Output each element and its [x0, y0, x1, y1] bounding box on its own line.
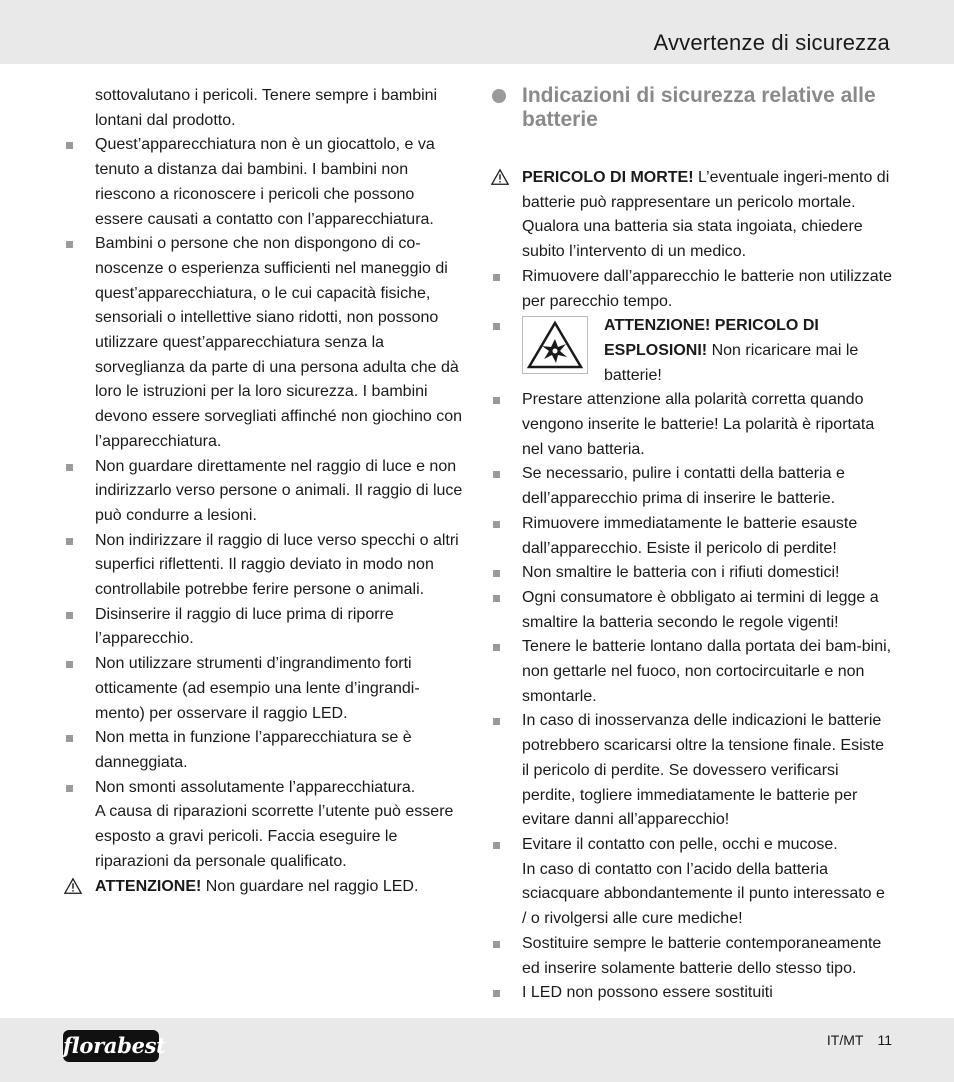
left-column	[65, 84, 465, 899]
warning-triangle-icon	[491, 168, 509, 186]
square-bullet-icon	[493, 397, 500, 404]
list-item	[492, 265, 892, 314]
danger-text: L’eventuale ingeri-mento di batterie può rappresentare un pericolo mortale. Qualora una batteria sia stata ingoiata, chiedere subito l’intervento di un medico.	[522, 169, 890, 261]
list-item-text: Rimuovere dall’apparecchio le batterie non utilizzate per parecchio tempo.	[522, 267, 892, 310]
list-item	[65, 133, 465, 232]
square-bullet-icon	[493, 941, 500, 948]
list-item-text: Disinserire il raggio di luce prima di riporre l’apparecchio.	[95, 605, 394, 648]
square-bullet-icon	[493, 570, 500, 577]
list-item-text: Tenere le batterie lontano dalla portata dei bam-bini, non gettarle nel fuoco, non cortocircuitarle e non smontarle.	[522, 638, 892, 705]
list-item-text: Prestare attenzione alla polarità corretta quando vengono inserite le batterie! La polarità è riportata nel vano batteria.	[522, 391, 875, 458]
explosion-hazard-icon	[522, 316, 588, 374]
list-item	[492, 561, 892, 586]
page-info	[827, 1032, 892, 1048]
section-heading	[492, 84, 892, 132]
section-heading-text: Indicazioni di sicurezza relative alle batterie	[522, 84, 876, 131]
page-title: Avvertenze di sicurezza	[653, 30, 890, 55]
danger-label: PERICOLO DI MORTE!	[522, 169, 694, 186]
square-bullet-icon	[66, 735, 73, 742]
warning-text: Non guardare nel raggio LED.	[201, 877, 419, 895]
list-item	[65, 776, 465, 801]
square-bullet-icon	[493, 842, 500, 849]
list-item-continuation: In caso di contatto con l’acido della batteria sciacquare abbondantemente il punto interessato e / o rivolgersi alle cure mediche!	[522, 860, 885, 928]
list-item	[65, 455, 465, 529]
list-item	[492, 833, 892, 858]
square-bullet-icon	[66, 464, 73, 471]
list-item	[65, 603, 465, 652]
explosion-warning-text-block	[604, 314, 892, 388]
list-item	[492, 586, 892, 635]
list-item-text: Non indirizzare il raggio di luce verso specchi o altri superfici riflettenti. Il raggio deviato in modo non controllabile potrebbe ferire persone o animali.	[95, 531, 459, 599]
explosion-label: ATTENZIONE! PERICOLO DI ESPLOSIONI!	[604, 317, 819, 359]
square-bullet-icon	[493, 718, 500, 725]
list-item	[65, 652, 465, 726]
list-item-text: Non smaltire le batteria con i rifiuti domestici!	[522, 564, 840, 582]
list-item-text: Evitare il contatto con pelle, occhi e mucose.	[522, 835, 838, 853]
list-item-text: Non metta in funzione l’apparecchiatura se è danneggiata.	[95, 729, 412, 771]
list-item-text: Se necessario, pulire i contatti della batteria e dell’apparecchio prima di inserire le batterie.	[522, 465, 845, 508]
list-item	[492, 932, 892, 981]
square-bullet-icon	[66, 785, 73, 792]
explosion-warning	[492, 314, 892, 388]
list-item-text: Ogni consumatore è obbligato ai termini di legge a smaltire la batteria secondo le regole vigenti!	[522, 588, 879, 631]
list-item	[65, 529, 465, 603]
square-bullet-icon	[493, 990, 500, 997]
square-bullet-icon	[493, 644, 500, 651]
square-bullet-icon	[66, 661, 73, 668]
square-bullet-icon	[66, 612, 73, 619]
list-item-text: Non smonti assolutamente l’apparecchiatura.	[95, 778, 416, 796]
intro-paragraph: sottovalutano i pericoli. Tenere sempre i bambini lontani dal prodotto.	[95, 87, 438, 129]
right-column	[492, 84, 892, 1006]
circle-bullet-icon	[492, 89, 506, 103]
explosion-text: Non ricaricare mai le batterie!	[604, 341, 859, 384]
list-item-text: Non utilizzare strumenti d’ingrandimento forti otticamente (ad esempio una lente d’ingrandi-mento) per osservare il raggio LED.	[95, 655, 420, 722]
list-item-text: I LED non possono essere sostituiti	[522, 984, 773, 1002]
list-item	[492, 462, 892, 511]
danger-note	[492, 166, 892, 265]
warning-label: ATTENZIONE!	[95, 877, 202, 895]
list-item-text: Rimuovere immediatamente le batterie esauste dall’apparecchio. Esiste il pericolo di perdite!	[522, 514, 858, 557]
square-bullet-icon	[66, 241, 73, 248]
locale-label: IT/MT	[826, 1032, 864, 1048]
list-item-text: Sostituire sempre le batterie contemporaneamente ed inserire solamente batterie dello stesso tipo.	[522, 934, 882, 977]
square-bullet-icon	[493, 471, 500, 478]
list-item	[65, 232, 465, 454]
list-item	[492, 512, 892, 561]
square-bullet-icon	[493, 323, 500, 330]
square-bullet-icon	[493, 274, 500, 281]
list-item	[65, 726, 465, 775]
brand-logo: florabest	[63, 1030, 159, 1062]
list-item	[492, 709, 892, 833]
list-item	[492, 388, 892, 462]
list-item-text: Quest’apparecchiatura non è un giocattolo, e va tenuto a distanza dai bambini. I bambini non riescono a riconoscere i pericoli che possono essere causati a contatto con l’apparecchiatura.	[95, 136, 435, 228]
list-item-text: Non guardare direttamente nel raggio di luce e non indirizzarlo verso persone o animali. Il raggio di luce può condurre a lesioni.	[95, 457, 463, 524]
page-header	[0, 0, 954, 64]
page-number: 11	[877, 1032, 892, 1048]
list-item	[492, 635, 892, 709]
list-item-text: In caso di inosservanza delle indicazioni le batterie potrebbero scaricarsi oltre la tensione finale. Esiste il pericolo di perdite. Se dovessero verificarsi perdite, togliere immediatamente le batterie per evitare danni all’apparecchio!	[522, 712, 884, 829]
square-bullet-icon	[66, 538, 73, 545]
warning-triangle-icon	[64, 877, 82, 895]
list-item-continuation: A causa di riparazioni scorrette l’utente può essere esposto a gravi pericoli. Faccia eseguire le riparazioni da personale qualificato.	[95, 803, 454, 870]
square-bullet-icon	[493, 595, 500, 602]
list-item	[492, 981, 892, 1006]
warning-note	[65, 875, 465, 900]
list-item-text: Bambini o persone che non dispongono di co-noscenze o esperienza sufficienti nel maneggio di quest’apparecchiatura, o le cui capacità fisiche, sensoriali o intellettive siano ridotti, non possono utilizzare quest’apparecchiatura senza la sorveglianza da parte di una persona adulta che dà loro le istruzioni per la loro sicurezza. I bambini devono essere sorvegliati affinché non giochino con l’apparecchiatura.	[95, 235, 463, 450]
square-bullet-icon	[493, 521, 500, 528]
square-bullet-icon	[66, 142, 73, 149]
